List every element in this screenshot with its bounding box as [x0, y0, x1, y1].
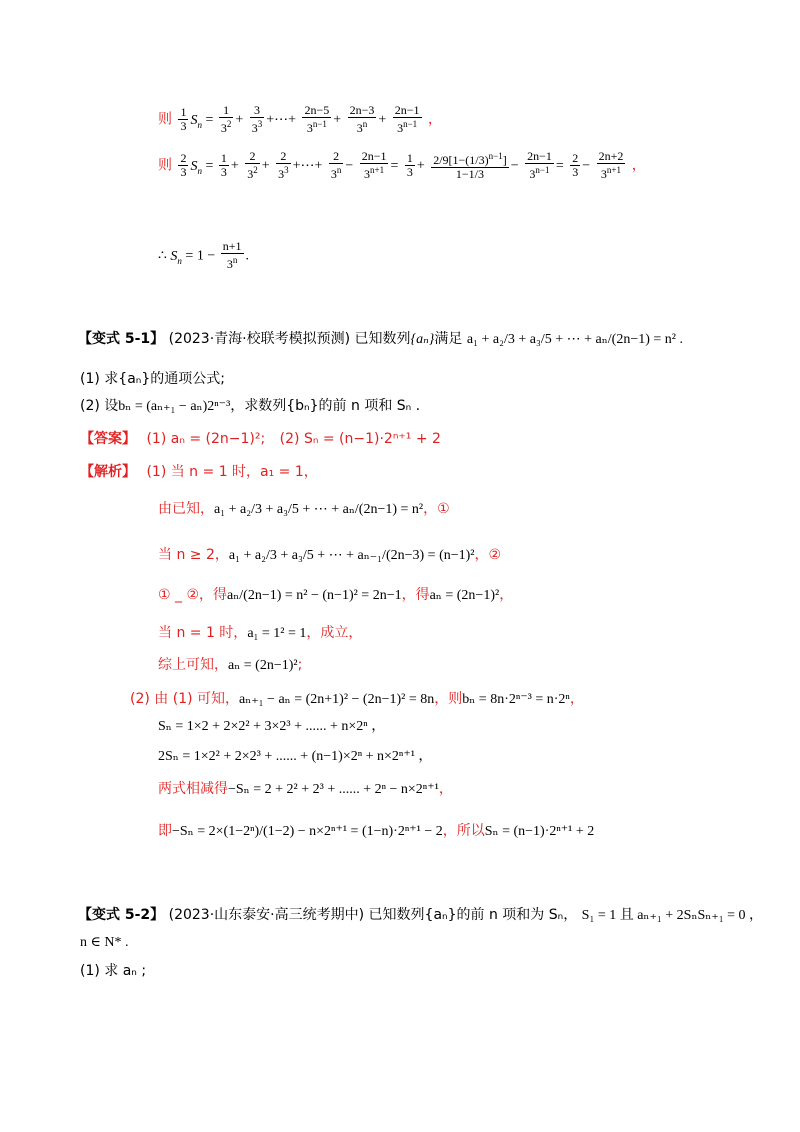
variant-5-2-q1: (1) 求 aₙ ; — [80, 963, 147, 979]
answer-line: 【答案】 (1) aₙ = (2n−1)²; (2) Sₙ = (n−1)·2ⁿ⁺¹ + 2 — [80, 431, 441, 447]
solution-line-6: 综上可知，aₙ = (2n−1)²; — [158, 657, 303, 673]
solution-line-4: ① _ ②，得aₙ/(2n−1) = n² − (n−1)² = 2n−1，得aₙ = (2n−1)²， — [158, 587, 514, 603]
solution-part2-line-4: 两式相减得−Sₙ = 2 + 2² + 2³ + ...... + 2ⁿ − n×2ⁿ⁺¹， — [158, 781, 453, 797]
variant-5-2-domain: n ∈ N* . — [80, 935, 129, 950]
solution-line-5: 当 n = 1 时，a₁ = 1² = 1，成立， — [158, 625, 363, 641]
answer-tag: 【答案】 — [80, 431, 136, 447]
solution-line-1: 【解析】 (1) 当 n = 1 时，a₁ = 1， — [80, 464, 318, 480]
solution-part2-line-3: 2Sₙ = 1×2² + 2×2³ + ...... + (n−1)×2ⁿ + n×2ⁿ⁺¹ ， — [158, 749, 433, 764]
variant-5-1-q2: (2) 设bₙ = (aₙ₊₁ − aₙ)2ⁿ⁻³，求数列{bₙ}的前 n 项和 Sₙ . — [80, 398, 421, 414]
top-line-1: 则 $\frac{1}{3}$ $S_n$ = $\frac{1}{3^2}$ + $\frac{3}{3^3}$ +⋯+ $\frac{2n-5}{3^{n-1}}$ + $\frac{2n-3}{3^n}$ + $\frac{2n-1}{3^{n-1}}$ ， — [158, 103, 442, 135]
solution-part2-line-1: (2) 由 (1) 可知，aₙ₊₁ − aₙ = (2n+1)² − (2n−1)² = 8n，则bₙ = 8n·2ⁿ⁻³ = n·2ⁿ， — [130, 691, 584, 707]
variant-5-1-header: 【变式 5-1】 (2023·青海·校联考模拟预测) 已知数列{aₙ}满足 a₁ + a₂/3 + a₃/5 + ⋯ + aₙ/(2n−1) = n² . — [78, 331, 683, 347]
solution-part2-line-5: 即−Sₙ = 2×(1−2ⁿ)/(1−2) − n×2ⁿ⁺¹ = (1−n)·2ⁿ⁺¹ − 2，所以Sₙ = (n−1)·2ⁿ⁺¹ + 2 — [158, 823, 595, 839]
top-line-3: ∴ $S_n = 1$ − $\frac{n+1}{3^n}$ . — [158, 239, 249, 271]
variant-5-2-header: 【变式 5-2】 (2023·山东泰安·高三统考期中) 已知数列{aₙ}的前 n 项和为 Sₙ， S₁ = 1 且 aₙ₊₁ + 2SₙSₙ₊₁ = 0 ， — [78, 907, 764, 923]
solution-part2-line-2: Sₙ = 1×2 + 2×2² + 3×2³ + ...... + n×2ⁿ ， — [158, 719, 386, 734]
solution-line-3: 当 n ≥ 2，a₁ + a₂/3 + a₃/5 + ⋯ + aₙ₋₁/(2n−3) = (n−1)²，② — [158, 547, 502, 563]
variant-5-1-q1: (1) 求{aₙ}的通项公式; — [80, 371, 225, 387]
top-line-2: 则 $\frac{2}{3}$ $S_n$ = $\frac{1}{3}$ + $\frac{2}{3^2}$ + $\frac{2}{3^3}$ +⋯+ $\frac{2}{3^n}$ − $\frac{2n-1}{3^{n+1}}$ = $\frac{1}{3}$ + $\frac{2/9[1-(1/3)^{n-1}]}{1-1/3}$ − $\frac{2n-1}{3^{n-1}}$ = $\frac{2}{3}$ − $\frac{2n+2}{3^{n+1}}$ ， — [158, 149, 646, 181]
solution-line-2: 由已知，a₁ + a₂/3 + a₃/5 + ⋯ + aₙ/(2n−1) = n²，① — [158, 501, 450, 517]
solution-tag: 【解析】 — [80, 464, 136, 480]
